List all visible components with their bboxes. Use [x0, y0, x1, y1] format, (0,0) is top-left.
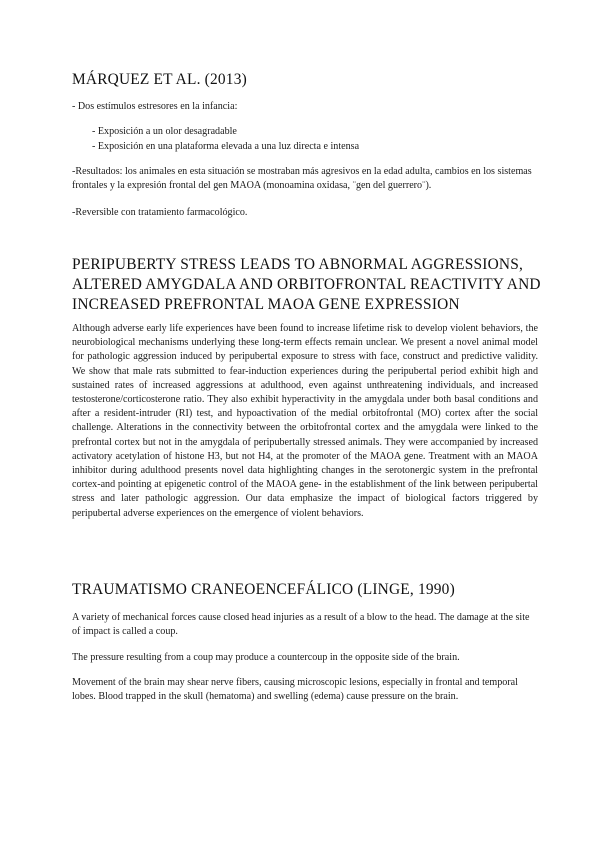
intro-line: - Dos estímulos estresores en la infancia: [72, 101, 238, 112]
paragraph-coup: A variety of mechanical forces cause closed head injuries as a result of a blow to the head. The damage at the site of impact is called a coup. [72, 612, 530, 638]
results-paragraph: -Resultados: los animales en esta situación se mostraban más agresivos en la edad adulta, cambios en los sistemas frontales y la expresión frontal del gen MAOA (monoamina oxidasa, ¨gen del guerrero¨). [72, 166, 532, 192]
bullet-item: - Exposición a un olor desagradable [92, 126, 237, 137]
section-heading-marquez: MÁRQUEZ ET AL. (2013) [72, 71, 247, 88]
bullet-item: - Exposición en una plataforma elevada a una luz directa e intensa [92, 141, 360, 152]
section-heading-traumatismo: TRAUMATISMO CRANEOENCEFÁLICO (LINGE, 1990) [72, 581, 455, 598]
reversible-line: -Reversible con tratamiento farmacológico. [72, 207, 248, 218]
paragraph-countercoup: The pressure resulting from a coup may produce a countercoup in the opposite side of the brain. [72, 652, 460, 663]
abstract-paragraph: Although adverse early life experiences have been found to increase lifetime risk to develop violent behaviors, the neurobiological mechanisms underlying these long-term effects remain unclear. We present a novel animal model for pathologic aggression induced by peripubertal exposure to stress with face, construct and predictive validity. We show that male rats submitted to fear-induction experiences during the peripubertal period exhibit high and sustained rates of increased aggressions at adulthood, even against unthreatening individuals, and increased testosterone/corticosterone ratio. They also exhibit hyperactivity in the amygdala under both basal conditions and after a resident-intruder (RI) test, and hypoactivation of the medial orbitofrontal (MO) cortex after the social challenge. Alterations in the connectivity between the orbitofrontal cortex and the amygdala were linked to the prefrontal cortex but not in the amygdala of peripubertally stressed animals. They were accompanied by increased activatory acetylation of histone H3, but not H4, at the promoter of the MAOA gene. Treatment with an MAOA inhibitor during adulthood presents novel data highlighting changes in the serotonergic system in the prefrontal cortex-and pointing at epigenetic control of the MAOA gene- in the establishment of the link between peripubertal stress and later pathologic aggression. Our data emphasize the impact of biological factors triggered by peripubertal adverse experiences on the emergence of violent behaviors. [72, 323, 538, 519]
paragraph-shear: Movement of the brain may shear nerve fibers, causing microscopic lesions, especially in frontal and temporal lobes. Blood trapped in the skull (hematoma) and swelling (edema) cause pressure on the brain. [72, 677, 518, 703]
section-heading-peripuberty: PERIPUBERTY STRESS LEADS TO ABNORMAL AGGRESSIONS, ALTERED AMYGDALA AND ORBITOFRONTAL REACTIVITY AND INCREASED PREFRONTAL MAOA GENE EXPRESSION [72, 256, 541, 313]
